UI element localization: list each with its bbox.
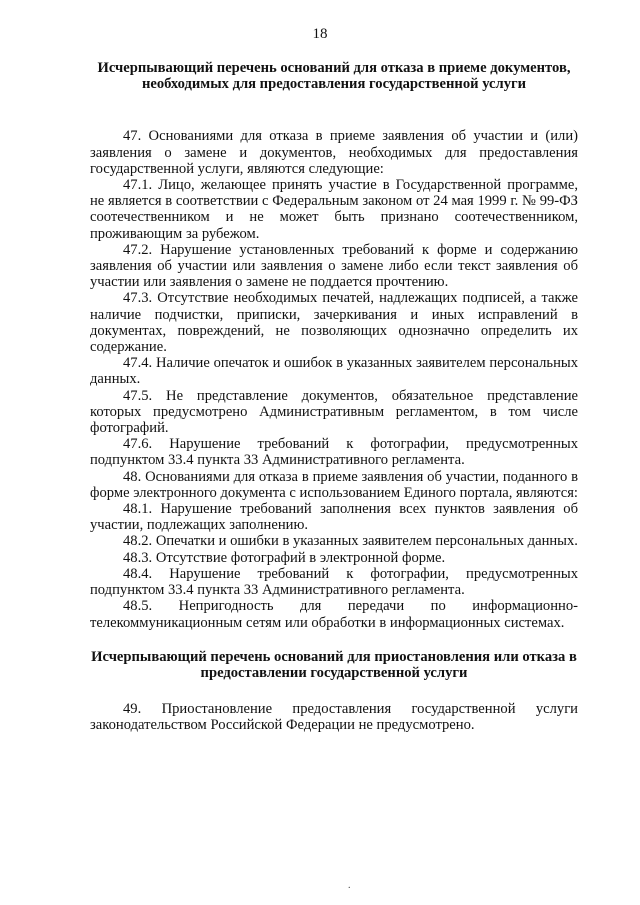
paragraph-48-4: 48.4. Нарушение требований к фотографии, предусмотренных подпунктом 33.4 пункта 33 Административного регламента. — [90, 565, 578, 599]
paragraph-47-5: 47.5. Не представление документов, обязательное представление которых предусмотрено Административным регламентом, в том числе фотографий. — [90, 387, 578, 437]
scan-dot-mark: . — [348, 880, 351, 891]
section-heading-suspension: Исчерпывающий перечень оснований для приостановления или отказа в предоставлении государственной услуги — [91, 648, 577, 681]
document-body — [90, 60, 578, 734]
section-heading-refusal-acceptance: Исчерпывающий перечень оснований для отказа в приеме документов, необходимых для предоставления государственной услуги — [97, 60, 571, 93]
paragraph-47-6: 47.6. Нарушение требований к фотографии, предусмотренных подпунктом 33.4 пункта 33 Административного регламента. — [90, 436, 578, 469]
paragraph-48-2: 48.2. Опечатки и ошибки в указанных заявителем персональных данных. — [123, 533, 578, 550]
paragraph-48-3: 48.3. Отсутствие фотографий в электронной форме. — [123, 549, 446, 566]
paragraph-48-1: 48.1. Нарушение требований заполнения всех пунктов заявления об участии, подлежащих заполнению. — [90, 501, 578, 534]
paragraph-47-4: 47.4. Наличие опечаток и ошибок в указанных заявителем персональных данных. — [90, 355, 578, 388]
paragraph-47-1: 47.1. Лицо, желающее принять участие в Государственной программе, не является в соответствии с Федеральным законом от 24 мая 1999 г. № 99-ФЗ соотечественником и не может быть признано соотечественником, проживающим за рубежом. — [90, 177, 578, 242]
paragraph-48-5: 48.5. Непригодность для передачи по информационно-телекоммуникационным сетям или обработки в информационных системах. — [90, 598, 578, 631]
paragraph-49: 49. Приостановление предоставления государственной услуги законодательством Российской Федерации не предусмотрено. — [90, 701, 578, 734]
paragraph-47-2: 47.2. Нарушение установленных требований к форме и содержанию заявления об участии или заявления о замене либо если текст заявления об участии или заявления о замене не поддается прочтению. — [90, 241, 578, 291]
page-number: 18 — [312, 26, 328, 42]
paragraph-48: 48. Основаниями для отказа в приеме заявления об участии, поданного в форме электронного документа с использованием Единого портала, являются: — [90, 468, 578, 501]
paragraph-47: 47. Основаниями для отказа в приеме заявления об участии и (или) заявления о замене и документов, необходимых для предоставления государственной услуги, являются следующие: — [90, 128, 578, 177]
paragraph-47-3: 47.3. Отсутствие необходимых печатей, надлежащих подписей, а также наличие подчистки, приписки, зачеркивания и иных исправлений в документах, повреждений, не позволяющих однозначно определить их содержание. — [90, 290, 578, 356]
